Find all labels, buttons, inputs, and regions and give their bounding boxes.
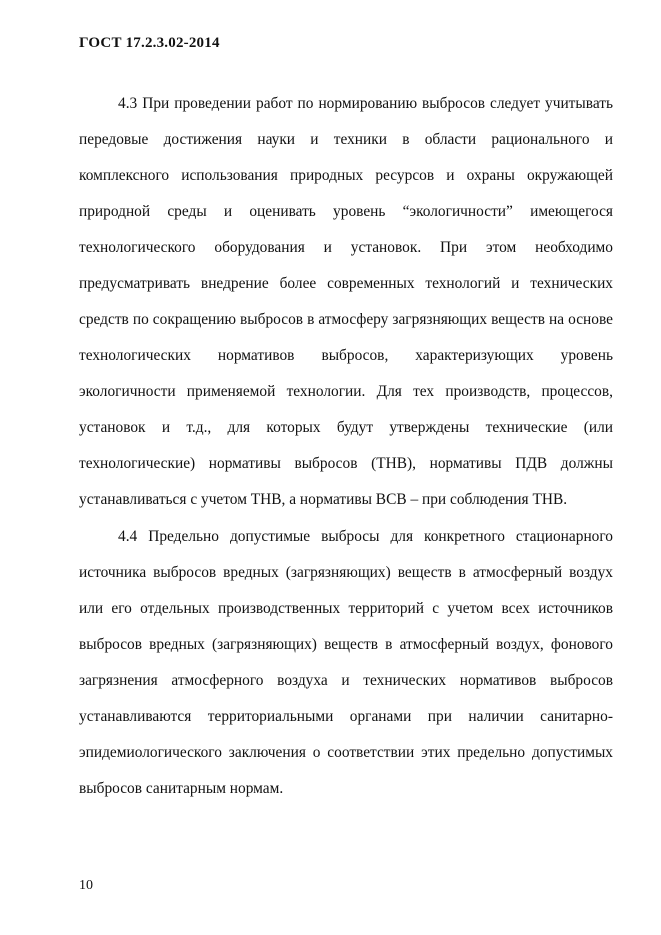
- paragraph-4-3: 4.3 При проведении работ по нормированию выбросов следует учитывать передовые достижения науки и техники в области рационального и комплексного использования природных ресурсов и охраны окружающей природной среды и оценивать уровень “экологичности” имеющегося технологического оборудования и установок. При этом необходимо предусматривать внедрение более современных технологий и технических средств по сокращению выбросов в атмосферу загрязняющих веществ на основе технологических нормативов выбросов, характеризующих уровень экологичности применяемой технологии. Для тех производств, процессов, установок и т.д., для которых будут утверждены технические (или технологические) нормативы выбросов (ТНВ), нормативы ПДВ должны устанавливаться с учетом ТНВ, а нормативы ВСВ – при соблюдения ТНВ.: [79, 95, 613, 508]
- document-code-header: ГОСТ 17.2.3.02-2014: [79, 35, 220, 51]
- page-number: 10: [79, 878, 93, 893]
- paragraph-4-4: 4.4 Предельно допустимые выбросы для конкретного стационарного источника выбросов вредных (загрязняющих) веществ в атмосферный воздух или его отдельных производственных территорий с учетом всех источников выбросов вредных (загрязняющих) веществ в атмосферный воздух, фонового загрязнения атмосферного воздуха и технических нормативов выбросов устанавливаются территориальными органами при наличии санитарно-эпидемиологического заключения о соответствии этих предельно допустимых выбросов санитарным нормам.: [79, 528, 613, 797]
